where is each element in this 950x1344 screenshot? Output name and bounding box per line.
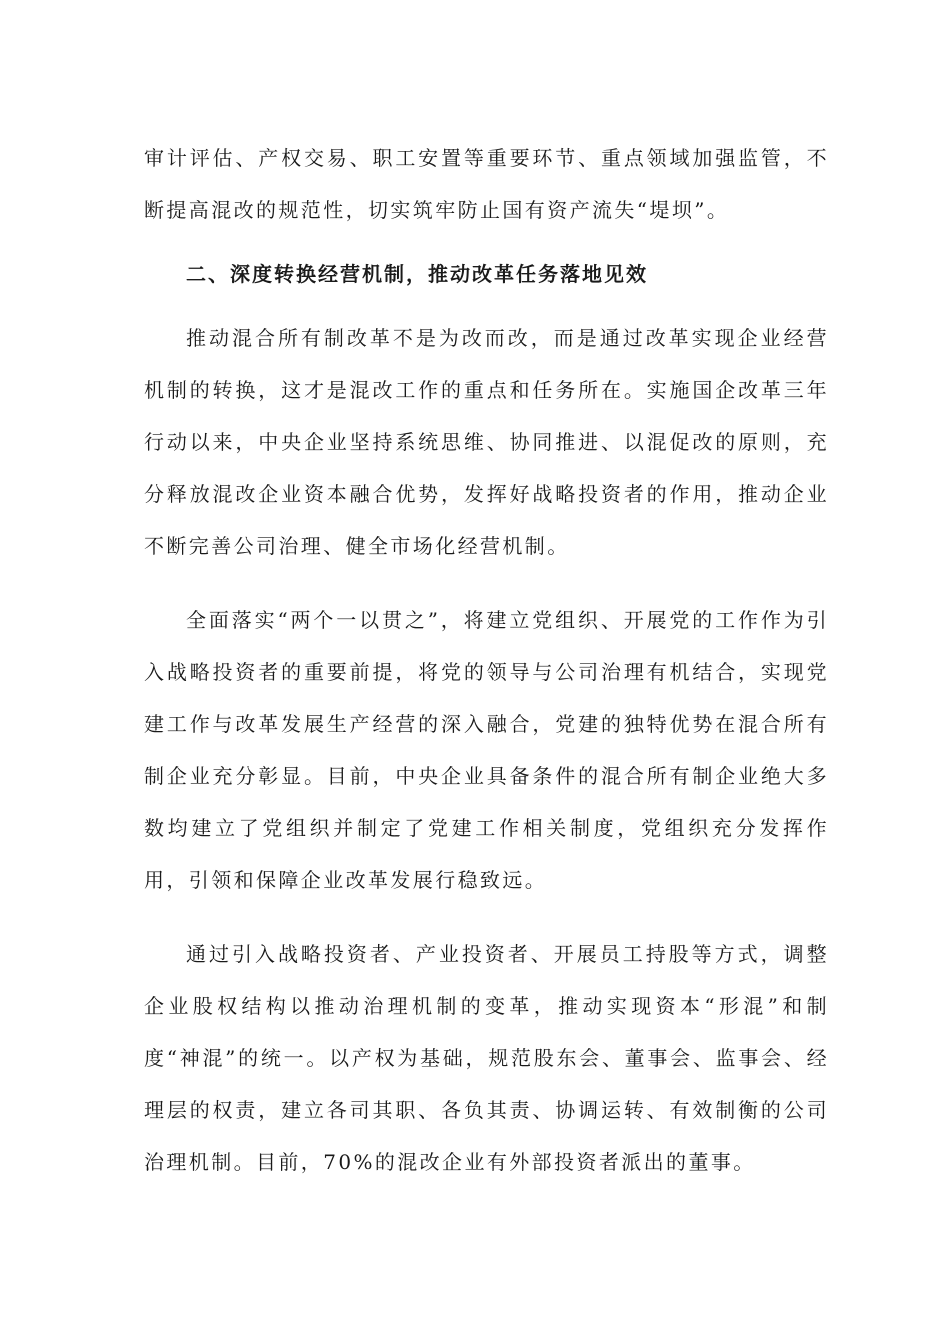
paragraph-1: 推动混合所有制改革不是为改而改，而是通过改革实现企业经营机制的转换，这才是混改工作的重点和任务所在。实施国企改革三年行动以来，中央企业坚持系统思维、协同推进、以混促改的原则，充分释放混改企业资本融合优势，发挥好战略投资者的作用，推动企业不断完善公司治理、健全市场化经营机制。 bbox=[144, 326, 829, 558]
paragraph-continued: 审计评估、产权交易、职工安置等重要环节、重点领域加强监管，不断提高混改的规范性，切实筑牢防止国有资产流失“堤坝”。 bbox=[144, 146, 829, 222]
section-heading: 二、深度转换经营机制，推动改革任务落地见效 bbox=[186, 262, 648, 286]
paragraph-2: 全面落实“两个一以贯之”，将建立党组织、开展党的工作作为引入战略投资者的重要前提，将党的领导与公司治理有机结合，实现党建工作与改革发展生产经营的深入融合，党建的独特优势在混合所有制企业充分彰显。目前，中央企业具备条件的混合所有制企业绝大多数均建立了党组织并制定了党建工作相关制度，党组织充分发挥作用，引领和保障企业改革发展行稳致远。 bbox=[144, 608, 829, 892]
paragraph-3: 通过引入战略投资者、产业投资者、开展员工持股等方式，调整企业股权结构以推动治理机制的变革，推动实现资本“形混”和制度“神混”的统一。以产权为基础，规范股东会、董事会、监事会、经理层的权责，建立各司其职、各负其责、协调运转、有效制衡的公司治理机制。目前，70%的混改企业有外部投资者派出的董事。 bbox=[144, 942, 829, 1174]
document-body bbox=[144, 132, 829, 1188]
